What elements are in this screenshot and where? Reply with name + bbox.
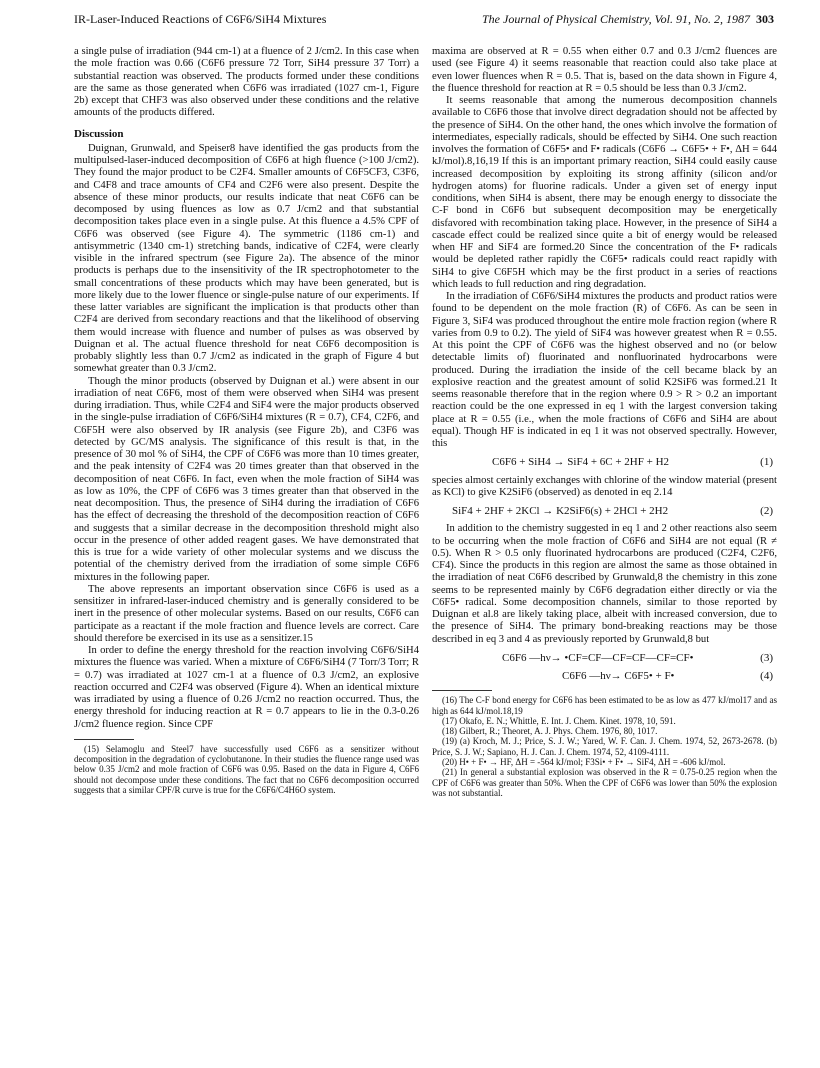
equation-number: (3) — [760, 651, 773, 664]
paragraph: Though the minor products (observed by Duignan et al.) were absent in our irradiation of neat C6F6, most of them were observed when SiH4 was present during irradiation. Thus, while C2F4 and SiF4 were the major products observed in the single-pulse irradiation of C6F6/SiH4 mixtures (R = 0.7), CF4, C2F6, and C6F5H were also observed by IR analysis (see Figure 2b), and C3F6 was detected by GC/MS analysis. The significance of this result is that, in the presence of 30 mol % of SiH4, the CPF of C6F6 was more than 10 times greater, and the peak intensity of C2F4 was 20 times greater than that observed in the decomposition of neat C6F6. In fact, even when the mole fraction of SiH4 was as low as 10%, the CPF of C6F6 was 3 times greater than that observed in the neat decomposition. Thus, the presence of SiH4 during the irradiation of C6F6 has the effect of decreasing the threshold of the decomposition reaction of C6F6 and suggests that a similar decrease in the decomposition threshold might also occur in the presence of other added reagent gases. We have demonstrated that this is true for a wide variety of other molecular systems and we discuss the potential of the chemistry derived from the irradiation of some simple C6F6 mixtures in the following paper. — [74, 375, 419, 583]
footnote: (21) In general a substantial explosion was observed in the R = 0.75-0.25 region when the CPF of C6F6 was greater than 50%. When the CPF of C6F6 was lower than 50% the explosion was not substantial. — [432, 767, 777, 798]
paragraph: species almost certainly exchanges with chlorine of the window material (present as KCl) to give K2SiF6 (observed) as denoted in eq 2.14 — [432, 474, 777, 498]
paragraph: In the irradiation of C6F6/SiH4 mixtures the products and product ratios were found to be dependent on the mole fraction (R) of C6F6. As can be seen in Figure 3, SiF4 was produced throughout the entire mole fraction region (where R varies from 0.9 to 0.2). The yield of SiF4 was however greatest when R = 0.55. At this point the CPF of C6F6 was the highest observed and no (or below detectable limits of) fluorinated and nonfluorinated hydrocarbons were produced. During the irradiation the inside of the cell became black by an explosive reaction and the greatest amount of solid K2SiF6 was formed.21 It seems reasonable therefore that in the region where 0.9 > R > 0.2 an important reaction could be the one expressed in eq 1 with the largest conversion taking place at R = 0.55 (i.e., when the mole fractions of C6F6 and SiH4 are about equal). Though HF is indicated in eq 1 it was not observed spectrally. However, this — [432, 291, 777, 449]
paragraph: It seems reasonable that among the numerous decomposition channels available to C6F6 those that involve direct degradation should not be affected by the presence of SiH4. On the other hand, the ones which involve the formation of intermediates, especially radicals, should be effected by SiH4. One such reaction involves the formation of C6F5• and F• radicals (C6F6 → C6F5• + F•, ΔH = 644 kJ/mol).8,16,19 If this is an important primary reaction, SiH4 could easily cause increased decomposition by exploiting its strong affinity (silicon and/or hydrogen atoms) for fluorine radicals. Under a given set of energy input conditions, when SiH4 is absent, there may be enough energy to dissociate the C-F bond in C6F6 but subsequent decomposition may be energetically disfavored with recombination taking place. However, in the presence of SiH4 a cascade effect could be realized since quite a bit of energy would be released when HF and SiF4 are formed.20 Since the concentration of the F• radicals would be depleted rather rapidly the C6F5• radicals could react rapidly with SiH4 to give C6F5H which may be the first product in a series of reactions which leads to full reduction and ring degradation. — [432, 95, 777, 290]
footnote-divider — [74, 739, 134, 740]
footnote: (17) Okafo, E. N.; Whittle, E. Int. J. Chem. Kinet. 1978, 10, 591. — [442, 715, 676, 726]
section-heading: Discussion — [74, 127, 124, 140]
journal-citation — [482, 12, 774, 27]
equation-number: (4) — [760, 670, 773, 682]
equation-4 — [432, 670, 777, 682]
paragraph: a single pulse of irradiation (944 cm-1) at a fluence of 2 J/cm2. In this case when the mole fraction was 0.66 (C6F6 pressure 72 Torr, SiH4 pressure 37 Torr) a substantial reaction was observed. The products formed under these conditions are the same as those generated when C6F6 was irradiated (1027 cm-1, Figure 2b) except that CHF3 was also observed under these conditions and the relative amounts of the products differed. — [74, 46, 419, 119]
equation-1 — [432, 456, 777, 468]
equation-body: SiF4 + 2HF + 2KCl → K2SiF6(s) + 2HCl + 2H2 — [452, 505, 669, 517]
equation-number: (1) — [760, 456, 773, 469]
right-column — [432, 46, 777, 798]
footnote: (20) H• + F• → HF, ΔH = -564 kJ/mol; F3Si• + F• → SiF4, ΔH = -606 kJ/mol. — [442, 757, 726, 768]
footnote: (19) (a) Kroch, M. J.; Price, S. J. W.; Yared, W. F. Can. J. Chem. 1974, 52, 2673-2678. (b) Price, S. J. W.; Sapiano, H. J. Can. J. Chem. 1974, 52, 4109-4111. — [432, 736, 777, 757]
footnote: (15) Selamoglu and Steel7 have successfully used C6F6 as a sensitizer without decomposition in the degradation of cyclobutanone. In their studies the fluence range used was below 0.35 J/cm2 and mole fraction of C6F6 was 0.95. Based on the data in Figure 4, C6F6 should not decompose under these conditions. The fact that no C6F6 decomposition occurred suggests that a similar CPF/R curve is true for the C6F6/C4H6O system. — [74, 743, 419, 795]
equation-3 — [432, 652, 777, 664]
paragraph: maxima are observed at R = 0.55 when either 0.7 and 0.3 J/cm2 fluences are used (see Figure 4) it seems reasonable that reaction could also take place at even lower fluences when R = 0.5. That is, based on the data shown in Figure 4, the fluence threshold for reaction at R = 0.5 should be less than 0.3 J/cm2. — [432, 46, 777, 94]
page-number: 303 — [756, 12, 774, 26]
paragraph: The above represents an important observation since C6F6 is used as a sensitizer in infrared-laser-induced chemistry and is generally considered to be inert in the presence of other molecular systems. Based on our results, C6F6 can participate as a reactant if the mole fraction and fluence levels are correct. Care should therefore be exercised in its use as a sensitizer.15 — [74, 583, 419, 644]
footnotes — [74, 744, 419, 795]
footnote: (16) The C-F bond energy for C6F6 has been estimated to be as low as 477 kJ/mol17 and as high as 644 kJ/mol.18,19 — [432, 695, 777, 716]
paragraph: In addition to the chemistry suggested in eq 1 and 2 other reactions also seem to be occurring when the mole fraction of C6F6 and SiH4 are not equal (R ≠ 0.5). When R > 0.5 only fluorinated hydrocarbons are produced (C2F4, C2F6, CF4). Since the products in this region are almost the same as those obtained in the irradiation of neat C6F6 described by Grunwald,8 the chemistry in this zone seems to be represented mainly by C6F6 degradation either directly or via the C6F5• radical. Some decomposition channels, similar to those reported by Duignan et al.8 are likely taking place, albeit with increased conversion, due to the presence of SiH4. The primary bond-breaking reactions may be those described in eq 3 and 4 as previously reported by Grunwald,8 but — [432, 523, 777, 645]
paragraph: Duignan, Grunwald, and Speiser8 have identified the gas products from the multipulsed-laser-induced decomposition of C6F6 at high fluence (>100 J/cm2). They found the major product to be C2F4. Smaller amounts of C6F5CF3, C3F6, and C4F8 and trace amounts of CF4 and C2F6 were also present. Despite the absence of these minor products, our results indicate that neat C6F6 can be decomposed by using fluences as low as 0.7 J/cm2 and that substantial decomposition takes place even in a single pulse. At this fluence a 4.5% CPF of C6F6 was observed (see Figure 4). The symmetric (1186 cm-1) and antisymmetric (1340 cm-1) stretching bands, indicative of C2F4, were clearly visible in the infrared spectrum (see Figure 2a). The absence of the minor products is perhaps due to the insensitivity of the IR spectrophotometer to the small concentrations of these products which may have been generated, but is more likely due to the lower fluence or single-pulse nature of our experiments. If these latter variables are significant the implication is that products other than C2F4 are derived from secondary reactions and that the likelihood of observing them would increase with fluence and number of pulses as was observed by Duignan et al. The actual fluence threshold for neat C6F6 decomposition is probably slightly less than 0.7 J/cm2 as indicated in the graph of Figure 4 but somewhat greater than 0.3 J/cm2. — [74, 142, 419, 375]
page-header — [74, 12, 774, 28]
running-title: IR-Laser-Induced Reactions of C6F6/SiH4 Mixtures — [74, 12, 327, 26]
equation-body: C6F6 —hν→ C6F5• + F• — [562, 670, 675, 682]
equation-number: (2) — [760, 505, 773, 517]
paragraph: In order to define the energy threshold for the reaction involving C6F6/SiH4 mixtures the fluence was varied. When a mixture of C6F6/SiH4 (7 Torr/3 Torr; R = 0.7) was irradiated at 1027 cm-1 at a fluence of 0.3 J/cm2, an explosive reaction occurred and C2F4 was observed (Figure 4). When an identical mixture was irradiated by using a fluence of 0.26 J/cm2 no reaction occurred. Thus, the energy threshold for inducing reaction at R = 0.7 appears to lie in the 0.3-0.26 J/cm2 fluence region. Since CPF — [74, 645, 419, 730]
left-column — [74, 46, 419, 795]
footnotes — [432, 695, 777, 798]
footnote-divider — [432, 690, 492, 691]
equation-body: C6F6 + SiH4 → SiF4 + 6C + 2HF + H2 — [492, 456, 670, 469]
journal-name: The Journal of Physical Chemistry, Vol. 91, No. 2, 1987 — [482, 12, 750, 26]
equation-2 — [432, 505, 777, 517]
equation-body: C6F6 —hν→ •CF=CF—CF=CF—CF=CF• — [502, 651, 694, 664]
footnote: (18) Gilbert, R.; Theoret, A. J. Phys. Chem. 1976, 80, 1017. — [442, 726, 658, 737]
